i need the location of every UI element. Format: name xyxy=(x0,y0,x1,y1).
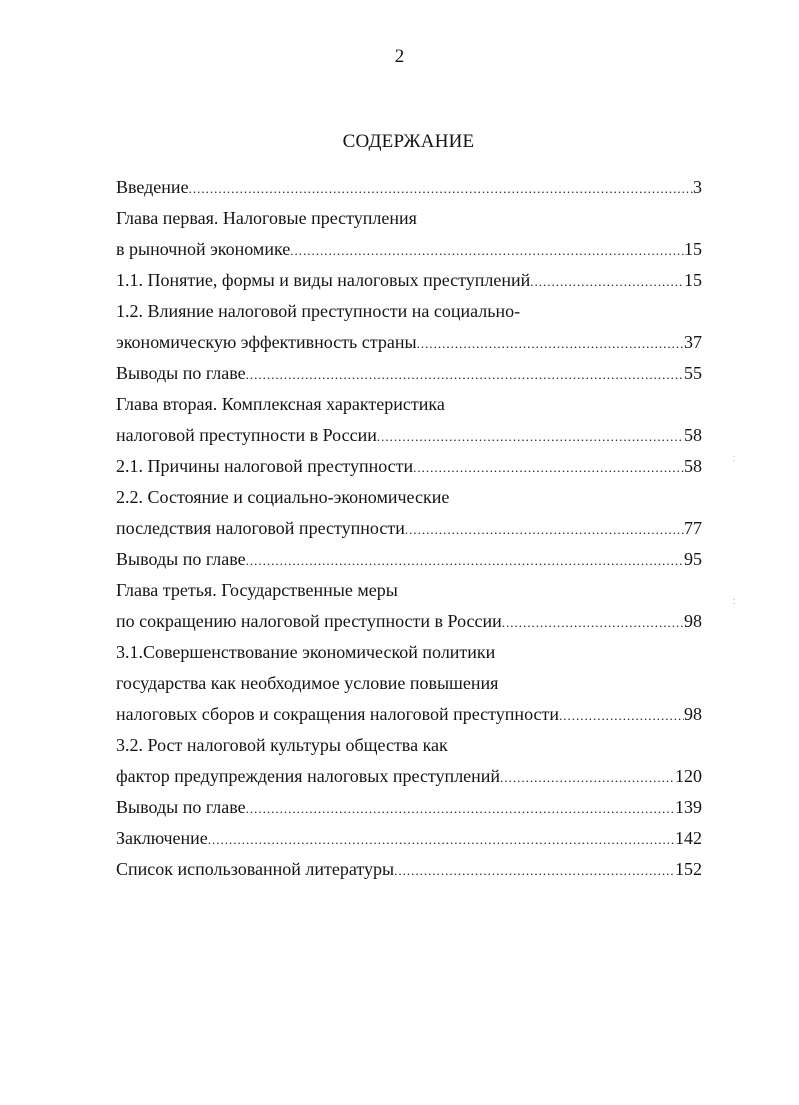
toc-entry-page: 139 xyxy=(675,797,702,817)
toc-entry-label: Выводы по главе xyxy=(116,549,246,569)
toc-entry-page: 58 xyxy=(684,456,702,476)
toc-entry-label: 2.1. Причины налоговой преступности xyxy=(116,456,414,476)
dot-leader xyxy=(559,700,684,730)
toc-entry xyxy=(116,451,702,482)
scan-speck: ⁚ xyxy=(733,455,736,463)
dot-leader xyxy=(377,421,684,451)
toc-heading-line: 2.2. Состояние и социально-экономические xyxy=(116,487,450,507)
toc-entry xyxy=(116,606,702,637)
page-number: 2 xyxy=(394,46,405,67)
toc-entry xyxy=(116,420,702,451)
toc-entry xyxy=(116,234,702,265)
toc-entry-label: фактор предупреждения налоговых преступлений xyxy=(116,766,501,786)
toc-entry xyxy=(116,792,702,823)
toc-entry-page: 3 xyxy=(693,177,702,197)
toc-entry-page: 142 xyxy=(675,828,702,848)
dot-leader xyxy=(290,235,684,265)
scan-speck: ⁚ xyxy=(733,598,736,606)
toc-heading-line: государства как необходимое условие повышения xyxy=(116,673,499,693)
toc-entry-label: последствия налоговой преступности xyxy=(116,518,405,538)
toc-entry-label: 1.1. Понятие, формы и виды налоговых преступлений xyxy=(116,270,531,290)
dot-leader xyxy=(502,607,684,637)
toc-entry-label: Выводы по главе xyxy=(116,797,246,817)
dot-leader xyxy=(500,762,675,792)
toc-entry-page: 120 xyxy=(675,766,702,786)
dot-leader xyxy=(246,359,684,389)
toc-heading-line: 3.2. Рост налоговой культуры общества как xyxy=(116,735,448,755)
toc-entry xyxy=(116,699,702,730)
dot-leader xyxy=(413,452,684,482)
toc-heading-line: Глава вторая. Комплексная характеристика xyxy=(116,394,445,414)
toc-entry-page: 15 xyxy=(684,270,702,290)
toc-entry-page: 37 xyxy=(684,332,702,352)
toc-heading-line: Глава третья. Государственные меры xyxy=(116,580,398,600)
toc-entry-page: 98 xyxy=(684,611,702,631)
dot-leader xyxy=(246,793,675,823)
dot-leader xyxy=(417,328,684,358)
toc-entry xyxy=(116,265,702,296)
toc-title: СОДЕРЖАНИЕ xyxy=(342,131,475,152)
table-of-contents xyxy=(116,172,702,885)
toc-entry-page: 98 xyxy=(684,704,702,724)
toc-entry-label: Список использованной литературы xyxy=(116,859,395,879)
toc-entry xyxy=(116,823,702,854)
toc-entry-label: налоговых сборов и сокращения налоговой преступности xyxy=(116,704,560,724)
toc-entry-page: 15 xyxy=(684,239,702,259)
toc-entry xyxy=(116,358,702,389)
toc-entry-page: 55 xyxy=(684,363,702,383)
toc-heading-line: Глава первая. Налоговые преступления xyxy=(116,208,417,228)
dot-leader xyxy=(405,514,684,544)
dot-leader xyxy=(530,266,684,296)
toc-entry xyxy=(116,544,702,575)
toc-entry-page: 77 xyxy=(684,518,702,538)
toc-entry xyxy=(116,513,702,544)
toc-entry-label: в рыночной экономике xyxy=(116,239,291,259)
toc-heading-line: 1.2. Влияние налоговой преступности на социально- xyxy=(116,301,521,321)
toc-heading-line: 3.1.Совершенствование экономической политики xyxy=(116,642,496,662)
dot-leader xyxy=(189,173,693,203)
toc-entry-label: экономическую эффективность страны xyxy=(116,332,417,352)
toc-entry xyxy=(116,327,702,358)
toc-entry xyxy=(116,761,702,792)
toc-entry-page: 58 xyxy=(684,425,702,445)
toc-entry-label: по сокращению налоговой преступности в России xyxy=(116,611,502,631)
toc-entry-label: Введение xyxy=(116,177,189,197)
toc-entry xyxy=(116,172,702,203)
toc-entry-label: Выводы по главе xyxy=(116,363,246,383)
dot-leader xyxy=(208,824,675,854)
toc-entry xyxy=(116,854,702,885)
toc-entry-label: налоговой преступности в России xyxy=(116,425,377,445)
dot-leader xyxy=(246,545,684,575)
toc-entry-page: 95 xyxy=(684,549,702,569)
toc-entry-page: 152 xyxy=(675,859,702,879)
toc-entry-label: Заключение xyxy=(116,828,208,848)
dot-leader xyxy=(394,855,675,885)
